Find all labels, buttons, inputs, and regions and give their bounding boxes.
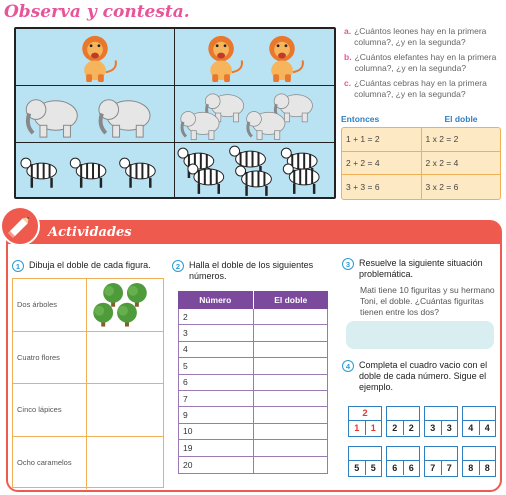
step-4-instruction: 4 Completa el cuadro vacio con el doble de cada número. Sigue el ejemplo. bbox=[342, 360, 500, 393]
zebras-column-1 bbox=[16, 143, 175, 197]
double-table-header: Entonces El doble bbox=[341, 114, 478, 124]
drawing-area[interactable] bbox=[87, 332, 163, 384]
double-table bbox=[341, 127, 501, 200]
double-numbers-table bbox=[178, 291, 328, 474]
pencil-icon bbox=[0, 206, 40, 246]
double-box[interactable]: 5 5 bbox=[348, 446, 382, 477]
table-row: 2 bbox=[179, 309, 327, 325]
double-box[interactable]: 2 2 bbox=[386, 406, 420, 437]
table-row: 1 + 1 = 2 1 x 2 = 2 bbox=[342, 128, 500, 152]
table-row: 4 bbox=[179, 342, 327, 358]
double-box[interactable]: 8 8 bbox=[462, 446, 496, 477]
question-c: c. ¿Cuántas cebras hay en la primera columna?, ¿y en la segunda? bbox=[344, 78, 487, 99]
table-row: Dos árboles bbox=[13, 279, 163, 332]
answer-cell[interactable] bbox=[254, 309, 328, 324]
elephants-column-2 bbox=[175, 86, 334, 143]
step-3-instruction: 3 Resuelve la siguiente situación problemática. bbox=[342, 258, 500, 280]
table-row: 9 bbox=[179, 407, 327, 423]
question-a: a. ¿Cuántos leones hay en la primera columna?, ¿y en la segunda? bbox=[344, 26, 487, 47]
answer-cell[interactable] bbox=[254, 342, 328, 357]
table-row: 19 bbox=[179, 440, 327, 456]
page-title: Observa y contesta. bbox=[4, 2, 190, 22]
table-row: Cinco lápices bbox=[13, 384, 163, 437]
table-row: 3 bbox=[179, 325, 327, 341]
double-box-example: 2 1 1 bbox=[348, 406, 382, 437]
table-row: 5 bbox=[179, 358, 327, 374]
question-b: b. ¿Cuántos elefantes hay en la primera columna?, ¿y en la segunda? bbox=[344, 52, 497, 73]
table-row: 3 + 3 = 6 3 x 2 = 6 bbox=[342, 175, 500, 199]
answer-cell[interactable] bbox=[254, 407, 328, 422]
drawing-area[interactable] bbox=[87, 384, 163, 436]
elephants-column-1 bbox=[16, 86, 175, 143]
answer-cell[interactable] bbox=[254, 325, 328, 340]
activities-title: Actividades bbox=[48, 225, 132, 240]
table-row: Ocho caramelos bbox=[13, 437, 163, 490]
table-row: 7 bbox=[179, 391, 327, 407]
table-row: 6 bbox=[179, 375, 327, 391]
answer-cell[interactable] bbox=[254, 391, 328, 406]
answer-box[interactable] bbox=[346, 321, 494, 349]
lions-column-1 bbox=[16, 29, 175, 86]
draw-double-table bbox=[12, 278, 164, 488]
table-row: 10 bbox=[179, 424, 327, 440]
step-2-instruction: 2 Halla el doble de los siguientes números. bbox=[172, 260, 332, 282]
step-1-instruction: 1 Dibuja el doble de cada figura. bbox=[12, 260, 151, 272]
table-row: 20 bbox=[179, 457, 327, 473]
double-box[interactable]: 7 7 bbox=[424, 446, 458, 477]
answer-cell[interactable] bbox=[254, 358, 328, 373]
answer-cell[interactable] bbox=[254, 440, 328, 455]
zebras-column-2 bbox=[175, 143, 334, 197]
answer-cell[interactable] bbox=[254, 375, 328, 390]
table-row: 2 + 2 = 4 2 x 2 = 4 bbox=[342, 152, 500, 176]
table-header: Número El doble bbox=[178, 291, 328, 309]
drawing-area[interactable] bbox=[87, 437, 163, 490]
answer-cell[interactable] bbox=[254, 424, 328, 439]
problem-text: Mati tiene 10 figuritas y su hermano Toni, el doble. ¿Cuántas figuritas tienen entre los dos? bbox=[360, 285, 495, 317]
two-trees-drawing bbox=[87, 279, 163, 331]
lions-column-2 bbox=[175, 29, 334, 86]
table-row: Cuatro flores bbox=[13, 332, 163, 385]
double-box[interactable]: 3 3 bbox=[424, 406, 458, 437]
answer-cell[interactable] bbox=[254, 457, 328, 473]
double-box[interactable]: 4 4 bbox=[462, 406, 496, 437]
animal-illustration-grid bbox=[14, 27, 336, 199]
questions-list bbox=[344, 26, 506, 104]
double-box[interactable]: 6 6 bbox=[386, 446, 420, 477]
